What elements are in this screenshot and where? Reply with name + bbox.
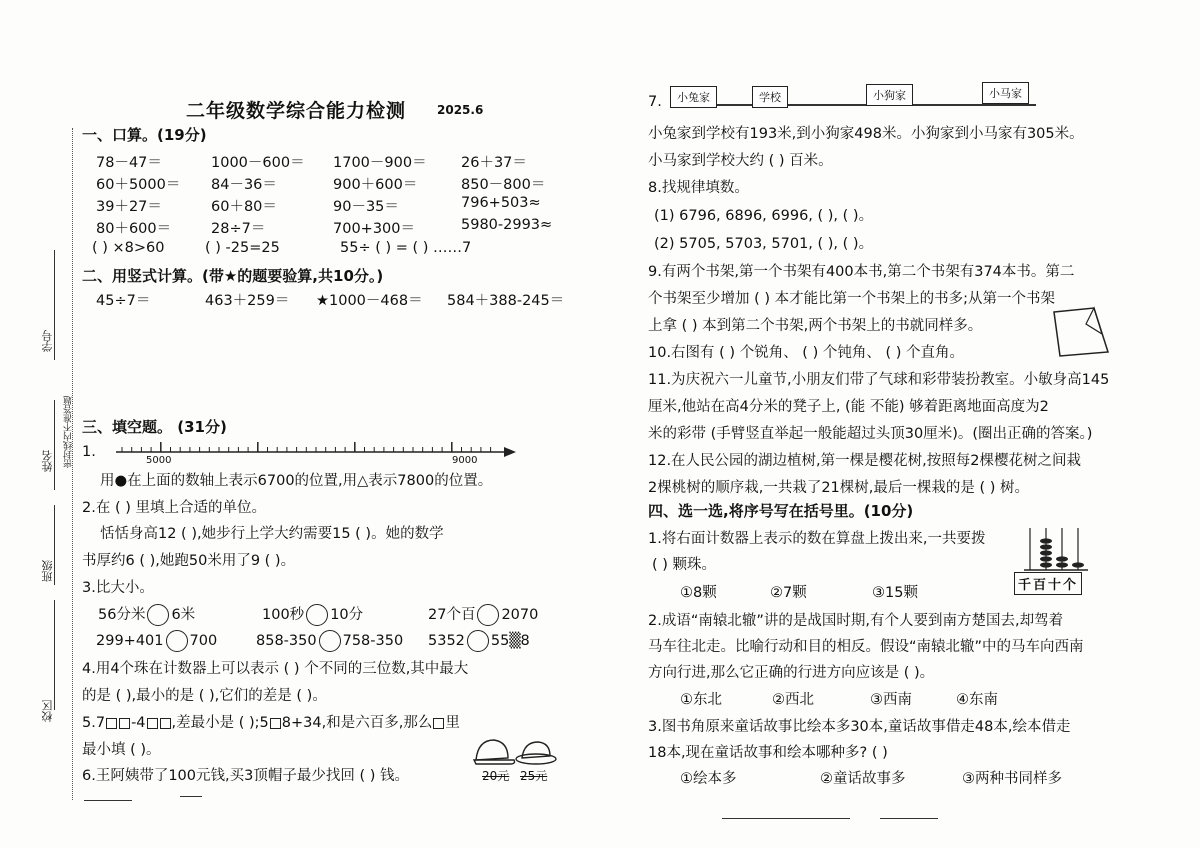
digit-box[interactable] bbox=[147, 718, 158, 729]
footer-line bbox=[722, 818, 850, 819]
choice3-line1: 3.图书角原来童话故事比绘本多30本,童话故事借走48本,绘本借走 bbox=[648, 719, 1071, 735]
digit-box[interactable] bbox=[270, 718, 281, 729]
axis-label-5000: 5000 bbox=[146, 455, 172, 466]
calc-cell: 84－36＝ bbox=[211, 177, 277, 193]
q2-title: 2.在 ( ) 里填上合适的单位。 bbox=[82, 500, 266, 516]
section2-heading: 二、用竖式计算。(带★的题要验算,共10分。) bbox=[82, 267, 384, 285]
name-line bbox=[54, 400, 55, 490]
calc-cell: ( ) -25=25 bbox=[205, 240, 280, 256]
q3-title: 3.比大小。 bbox=[82, 580, 154, 596]
choice2-option[interactable]: ①东北 bbox=[680, 692, 722, 708]
choice2-option[interactable]: ④东南 bbox=[956, 692, 998, 708]
calc-cell: 55÷ ( ) = ( ) ……7 bbox=[340, 240, 472, 256]
compare-item: 5352 55▒8 bbox=[428, 630, 530, 652]
choice3-option[interactable]: ③两种书同样多 bbox=[962, 771, 1062, 787]
price-tag-1: 20元 bbox=[482, 769, 510, 783]
calc-cell: 700+300＝ bbox=[333, 221, 416, 237]
q8-title: 8.找规律填数。 bbox=[648, 180, 749, 196]
place-label: 小兔家 bbox=[670, 86, 717, 108]
calc-cell: 60＋80＝ bbox=[211, 199, 277, 215]
choice1-option[interactable]: ②7颗 bbox=[770, 585, 807, 601]
compare-item: 100秒 10分 bbox=[262, 603, 363, 626]
vertical-calc-item: 463＋259＝ bbox=[205, 293, 290, 309]
q5-line2: 最小填 ( )。 bbox=[82, 742, 161, 758]
abacus-counter-icon bbox=[1016, 524, 1092, 572]
q8-line1: (1) 6796, 6896, 6996, ( ), ( )。 bbox=[654, 208, 874, 224]
section4-heading: 四、选一选,将序号写在括号里。(10分) bbox=[648, 502, 914, 520]
section1-heading: 一、口算。(19分) bbox=[82, 126, 207, 144]
number-line-ticks bbox=[122, 442, 491, 452]
q12-line1: 12.在人民公园的湖边植树,第一棵是樱花树,按照每2棵樱花树之间栽 bbox=[648, 453, 1082, 469]
choice2-line1: 2.成语“南辕北辙”讲的是战国时期,有个人要到南方楚国去,却驾着 bbox=[648, 613, 1064, 629]
calc-cell: 28÷7＝ bbox=[211, 221, 266, 237]
compare-circle[interactable] bbox=[467, 630, 489, 652]
compare-item: 56分米 6米 bbox=[98, 603, 195, 626]
name-label: 姓名 bbox=[41, 450, 54, 472]
class-label: 班级 bbox=[41, 560, 54, 582]
choice1-option[interactable]: ③15颗 bbox=[872, 585, 918, 601]
q9-line1: 9.有两个书架,第一个书架有400本书,第二个书架有374本书。第二 bbox=[648, 264, 1075, 280]
hat-icons bbox=[470, 734, 560, 768]
q2-line1: 恬恬身高12 ( ),她步行上学大约需要15 ( )。她的数学 bbox=[100, 526, 444, 542]
calc-cell: 900＋600＝ bbox=[333, 177, 418, 193]
q12-line2: 2棵桃树的顺序栽,一共栽了21棵树,最后一棵栽的是 ( ) 树。 bbox=[648, 480, 1030, 496]
compare-item: 299+401 700 bbox=[96, 630, 217, 652]
q6-text: 6.王阿姨带了100元钱,买3顶帽子最少找回 ( ) 钱。 bbox=[82, 768, 409, 784]
choice1-option[interactable]: ①8颗 bbox=[680, 585, 717, 601]
calc-cell: 80＋600＝ bbox=[96, 221, 172, 237]
choice3-line2: 18本,现在童话故事和绘本哪种多? ( ) bbox=[648, 745, 888, 761]
q9-line2: 个书架至少增加 ( ) 本才能比第一个书架上的书多;从第一个书架 bbox=[648, 291, 1056, 307]
folded-paper-figure bbox=[1050, 306, 1112, 358]
exam-date: 2025.6 bbox=[437, 103, 484, 117]
q5-line1: 5.7 -4 ,差最小是 ( );5 8+34,和是六百多,那么 里 bbox=[82, 715, 460, 731]
calc-cell: ( ) ×8>60 bbox=[92, 240, 165, 256]
vertical-calc-item: ★1000－468＝ bbox=[316, 293, 423, 309]
compare-item: 27个百 2070 bbox=[428, 603, 538, 626]
calc-cell: 1000－600＝ bbox=[211, 155, 305, 171]
compare-circle[interactable] bbox=[166, 630, 188, 652]
place-label: 小马家 bbox=[982, 82, 1029, 104]
place-label: 小狗家 bbox=[866, 84, 913, 106]
q8-line2: (2) 5705, 5703, 5701, ( ), ( )。 bbox=[654, 236, 874, 252]
calc-cell: 39＋27＝ bbox=[96, 199, 162, 215]
page-title: 二年级数学综合能力检测 bbox=[186, 100, 407, 122]
price-tag-2: 25元 bbox=[520, 769, 548, 783]
calc-cell: 60＋5000＝ bbox=[96, 177, 181, 193]
choice2-option[interactable]: ②西北 bbox=[772, 692, 814, 708]
choice1-line1: 1.将右面计数器上表示的数在算盘上拨出来,一共要拨 bbox=[648, 531, 986, 547]
calc-cell: 1700－900＝ bbox=[333, 155, 427, 171]
student-id-label: 学号 bbox=[41, 330, 54, 352]
compare-circle[interactable] bbox=[477, 604, 499, 626]
choice2-line2: 马车往北走。比喻行动和目的相反。假设“南辕北辙”中的马车向西南 bbox=[648, 639, 1084, 655]
q7-line2: 小马家到学校大约 ( ) 百米。 bbox=[648, 153, 833, 169]
calc-cell: 78－47＝ bbox=[96, 155, 162, 171]
q4-line1: 4.用4个珠在计数器上可以表示 ( ) 个不同的三位数,其中最大 bbox=[82, 661, 469, 677]
calc-cell: 850－800＝ bbox=[461, 177, 546, 193]
compare-item: 858-350 758-350 bbox=[256, 630, 403, 652]
axis-label-9000: 9000 bbox=[452, 455, 478, 466]
choice3-option[interactable]: ②童话故事多 bbox=[820, 771, 906, 787]
footer-line bbox=[84, 800, 132, 801]
binding-warning: 密封线内不准答题 bbox=[64, 396, 74, 468]
q1-text: 用●在上面的数轴上表示6700的位置,用△表示7800的位置。 bbox=[100, 473, 493, 489]
school-label: 校区 bbox=[41, 700, 54, 722]
q11-line2: 厘米,他站在高4分米的凳子上, (能 不能) 够着距离地面高度为2 bbox=[648, 399, 1049, 415]
compare-circle[interactable] bbox=[306, 604, 328, 626]
calc-cell: 26＋37＝ bbox=[461, 155, 527, 171]
section3-heading: 三、填空题。 (31分) bbox=[82, 418, 227, 436]
abacus-place-label: 千百十个 bbox=[1014, 572, 1082, 595]
q9-line3: 上拿 ( ) 本到第二个书架,两个书架上的书就同样多。 bbox=[648, 318, 983, 334]
footer-line bbox=[180, 796, 202, 797]
calc-cell: 796+503≈ bbox=[461, 195, 541, 211]
q10-text: 10.右图有 ( ) 个锐角、 ( ) 个钝角、 ( ) 个直角。 bbox=[648, 345, 964, 361]
route-line bbox=[682, 104, 1036, 106]
choice2-line3: 方向行进,那么它正确的行进方向应该是 ( )。 bbox=[648, 665, 935, 681]
q1-number: 1. bbox=[82, 444, 96, 460]
vertical-calc-item: 584＋388-245＝ bbox=[447, 293, 565, 309]
calc-cell: 5980-2993≈ bbox=[461, 217, 553, 233]
compare-circle[interactable] bbox=[147, 604, 169, 626]
digit-box[interactable] bbox=[433, 718, 444, 729]
compare-circle[interactable] bbox=[319, 630, 341, 652]
digit-box[interactable] bbox=[106, 718, 117, 729]
digit-box[interactable] bbox=[160, 718, 171, 729]
digit-box[interactable] bbox=[119, 718, 130, 729]
q7-number: 7. bbox=[648, 94, 662, 110]
q11-line3: 米的彩带 (手臂竖直举起一般能超过头顶30厘米)。(圈出正确的答案。) bbox=[648, 426, 1093, 442]
place-label: 学校 bbox=[752, 86, 788, 108]
choice1-line2: ( ) 颗珠。 bbox=[652, 557, 717, 573]
vertical-calc-item: 45÷7＝ bbox=[96, 293, 151, 309]
q11-line1: 11.为庆祝六一儿童节,小朋友们带了气球和彩带装扮教室。小敏身高145 bbox=[648, 372, 1110, 388]
choice2-option[interactable]: ③西南 bbox=[870, 692, 912, 708]
q7-line1: 小兔家到学校有193米,到小狗家498米。小狗家到小马家有305米。 bbox=[648, 126, 1084, 142]
footer-line bbox=[880, 818, 938, 819]
calc-cell: 90－35＝ bbox=[333, 199, 399, 215]
choice3-option[interactable]: ①绘本多 bbox=[680, 771, 737, 787]
q4-line2: 的是 ( ),最小的是 ( ),它们的差是 ( )。 bbox=[82, 688, 327, 704]
school-line bbox=[54, 600, 55, 710]
q2-line2: 书厚约6 ( ),她跑50米用了9 ( )。 bbox=[82, 553, 296, 569]
